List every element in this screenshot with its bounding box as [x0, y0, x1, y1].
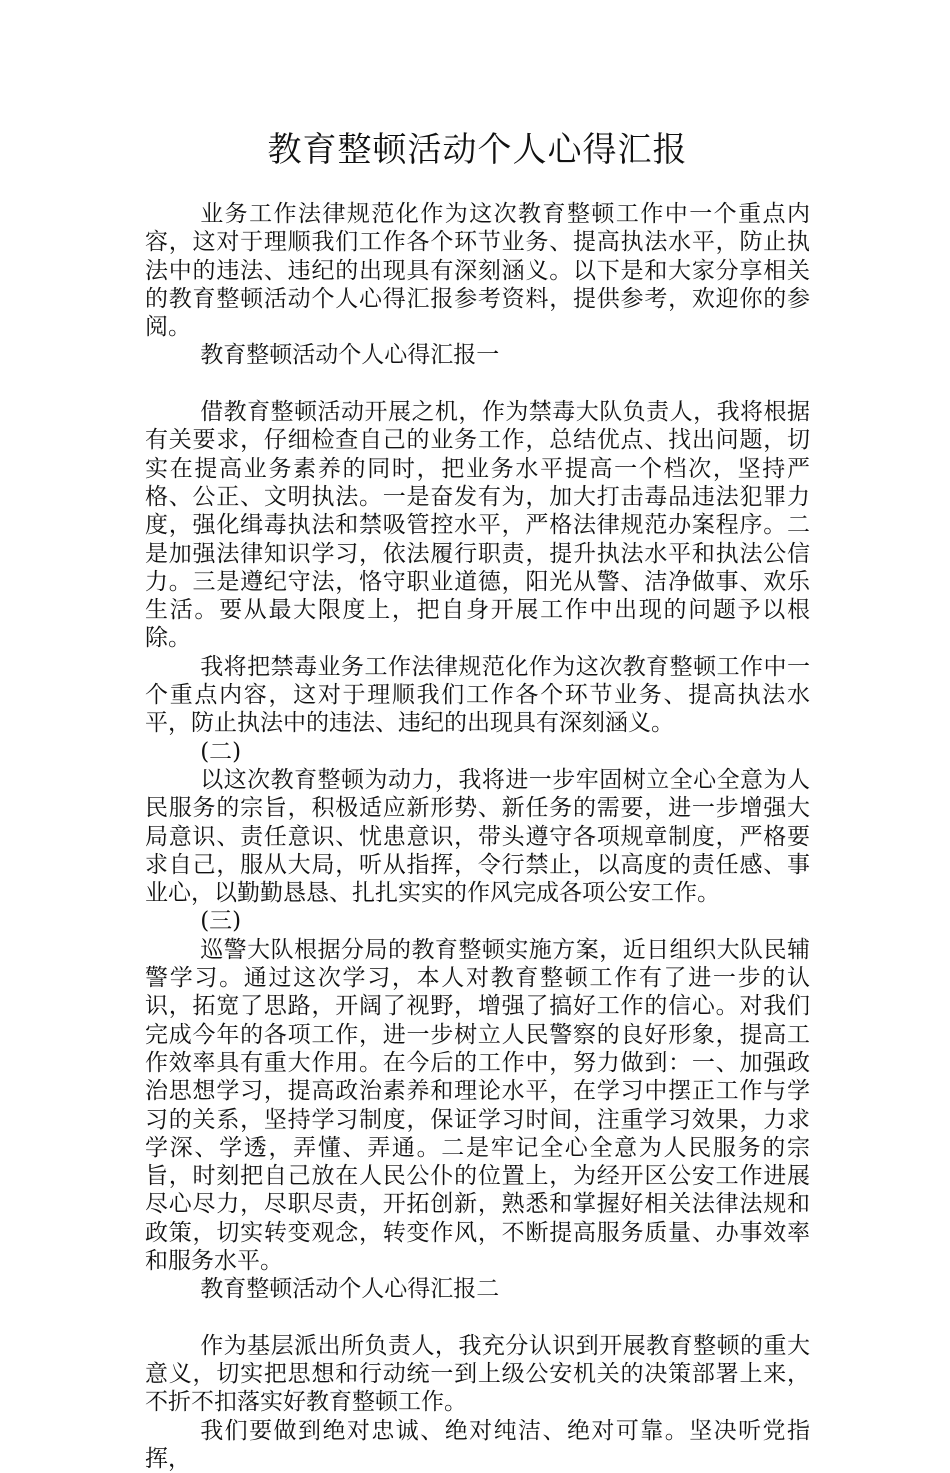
section-2-paragraph-2: 我们要做到绝对忠诚、绝对纯洁、绝对可靠。坚决听党指挥，	[145, 1417, 810, 1473]
subsection-2-paragraph: 以这次教育整顿为动力，我将进一步牢固树立全心全意为人民服务的宗旨，积极适应新形势、新任务的需要，进一步增强大局意识、责任意识、忧患意识，带头遵守各项规章制度，严格要求自己，服从大局，听从指挥，令行禁止，以高度的责任感、事业心，以勤勤恳恳、扎扎实实的作风完成各项公安工作。	[145, 766, 810, 907]
section-1-paragraph-1: 借教育整顿活动开展之机，作为禁毒大队负责人，我将根据有关要求，仔细检查自己的业务工作，总结优点、找出问题，切实在提高业务素养的同时，把业务水平提高一个档次，坚持严格、公正、文明执法。一是奋发有为，加大打击毒品违法犯罪力度，强化缉毒执法和禁吸管控水平，严格法律规范办案程序。二是加强法律知识学习，依法履行职责，提升执法水平和执法公信力。三是遵纪守法，恪守职业道德，阳光从警、洁净做事、欢乐生活。要从最大限度上，把自身开展工作中出现的问题予以根除。	[145, 399, 810, 652]
subsection-3-paragraph: 巡警大队根据分局的教育整顿实施方案，近日组织大队民辅警学习。通过这次学习，本人对教育整顿工作有了进一步的认识，拓宽了思路，开阔了视野，增强了搞好工作的信心。对我们完成今年的各项工作，进一步树立人民警察的良好形象，提高工作效率具有重大作用。在今后的工作中，努力做到：一、加强政治思想学习，提高政治素养和理论水平，在学习中摆正工作与学习的关系，坚持学习制度，保证学习时间，注重学习效果，力求学深、学透，弄懂、弄通。二是牢记全心全意为人民服务的宗旨，时刻把自己放在人民公仆的位置上，为经开区公安工作进展尽心尽力，尽职尽责，开拓创新，熟悉和掌握好相关法律法规和政策，切实转变观念，转变作风，不断提高服务质量、办事效率和服务水平。	[145, 936, 810, 1274]
intro-paragraph: 业务工作法律规范化作为这次教育整顿工作中一个重点内容，这对于理顺我们工作各个环节业务、提高执法水平，防止执法中的违法、违纪的出现具有深刻涵义。以下是和大家分享相关的教育整顿活动个人心得汇报参考资料，提供参考，欢迎你的参阅。	[145, 201, 810, 341]
section-1-paragraph-2: 我将把禁毒业务工作法律规范化作为这次教育整顿工作中一个重点内容，这对于理顺我们工作各个环节业务、提高执法水平，防止执法中的违法、违纪的出现具有深刻涵义。	[145, 653, 810, 737]
section-2-paragraph-1: 作为基层派出所负责人，我充分认识到开展教育整顿的重大意义，切实把思想和行动统一到上级公安机关的决策部署上来，不折不扣落实好教育整顿工作。	[145, 1332, 810, 1416]
section-2-heading: 教育整顿活动个人心得汇报二	[200, 1276, 500, 1303]
subsection-3-label: (三)	[200, 908, 242, 935]
blank-line	[145, 370, 810, 398]
blank-line	[145, 1304, 810, 1332]
subsection-2-label: (二)	[200, 738, 242, 765]
document-body	[145, 200, 810, 1473]
document-title: 教育整顿活动个人心得汇报	[267, 130, 688, 170]
section-1-heading: 教育整顿活动个人心得汇报一	[200, 342, 500, 369]
document-page	[145, 0, 810, 1473]
